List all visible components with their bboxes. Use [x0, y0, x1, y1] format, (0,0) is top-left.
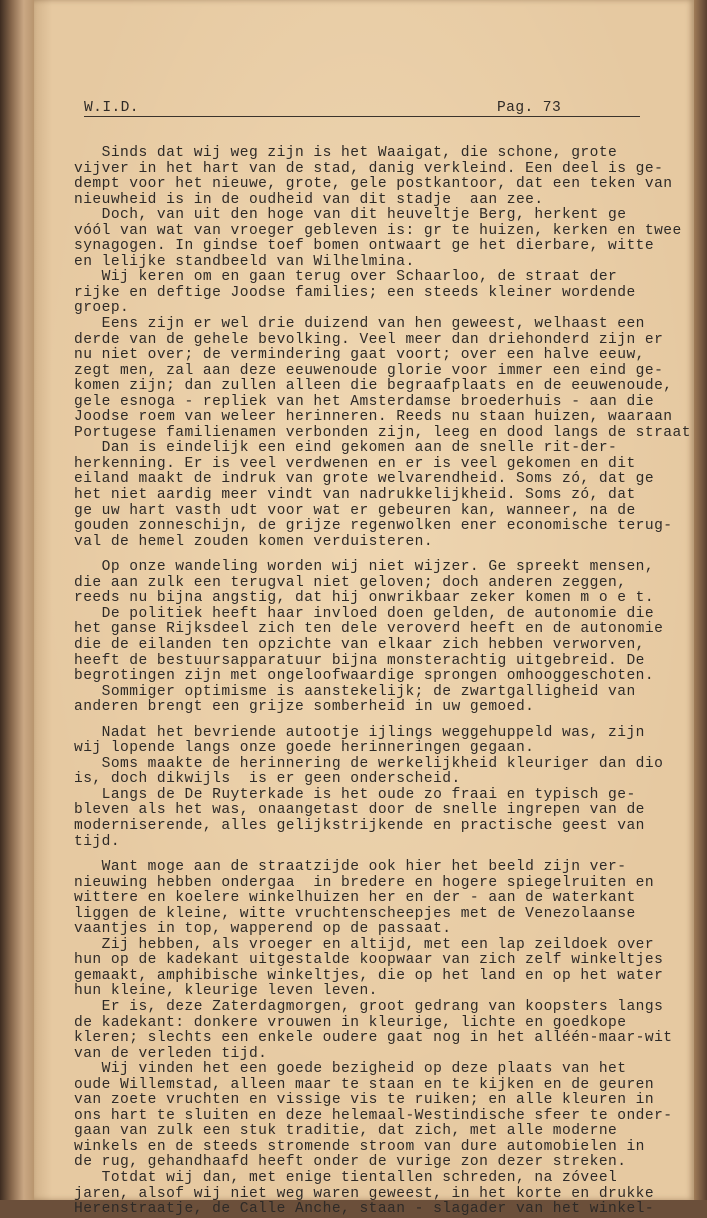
- text-line: hun kleine, kleurige leven leven.: [74, 983, 378, 1000]
- text-line: derde van de gehele bevolking. Veel meer dan driehonderd zijn er: [74, 331, 664, 348]
- text-line: oude Willemstad, alleen maar te staan en te kijken en de geuren: [74, 1076, 655, 1093]
- text-line: herkenning. Er is veel verdwenen en er is veel gekomen en dit: [74, 455, 636, 472]
- text-line: gouden zonneschijn, de grijze regenwolken ener economische terug-: [74, 518, 673, 535]
- text-line: Joodse roem van weleer herinneren. Reeds nu staan huizen, waaraan: [74, 409, 673, 426]
- text-line: gemaakt, amphibische winkeltjes, die op het land en op het water: [74, 967, 664, 984]
- book-spine-edge: [0, 0, 34, 1200]
- text-line: wittere en koelere winkelhuizen her en der - aan de waterkant: [74, 890, 636, 907]
- text-line: gaan van zulk een stuk traditie, dat zich, met alle moderne: [74, 1123, 618, 1140]
- text-line: vaantjes in top, wapperend op de passaat.: [74, 921, 452, 938]
- text-line: ge uw hart vasth udt voor wat er gebeuren kan, wanneer, na de: [74, 502, 636, 519]
- text-line: moderniseren‍de, alles gelijkstrijkende en practische geest van: [74, 817, 645, 834]
- text-line: Wij vinden het een goede bezigheid op deze plaats van het: [74, 1061, 627, 1078]
- text-line: Dan is eindelijk een eind gekomen aan de snelle rit-der-: [74, 440, 618, 457]
- text-line: Portugese familienamen verbonden zijn, leeg en dood langs de straat: [74, 424, 691, 441]
- text-line: kleren; slechts een enkele oudere gaat nog in het alléén-maar-wit: [74, 1030, 673, 1047]
- text-line: van de verleden tijd.: [74, 1045, 268, 1062]
- text-line: hun op de kadekant uitgestalde koopwaar van zich zelf winkeltjes: [74, 952, 664, 969]
- text-line: wij lopende langs onze goede herinneringen gegaan.: [74, 740, 535, 757]
- text-line: rijke en deftige Joodse families; een steeds kleiner wordende: [74, 284, 636, 301]
- text-line: die de eilanden ten opzichte van elkaar zich hebben verworven,: [74, 636, 645, 653]
- text-line: dempt voor het nieuwe, grote, gele postkantoor, dat een teken van: [74, 176, 673, 193]
- text-line: ons hart te sluiten en deze helemaal-Westindische sfeer te onder-: [74, 1107, 673, 1124]
- text-line: eiland maakt de indruk van grote welvarendheid. Soms zó, dat ge: [74, 471, 655, 488]
- text-line: Sinds dat wij weg zijn is het Waaigat, die schone, grote: [74, 145, 618, 161]
- text-line: synagogen. In gindse toef bomen ontwaart ge het dierbare, witte: [74, 238, 655, 255]
- text-line: Langs de De Ruyterkade is het oude zo fraai en typisch ge-: [74, 786, 636, 803]
- text-line: Want moge aan de straatzijde ook hier het beeld zijn ver-: [74, 859, 627, 876]
- header-rule: [84, 116, 640, 117]
- text-line: Er is, deze Zaterdagmorgen, groot gedrang van koopsters langs: [74, 998, 664, 1015]
- text-line: val de hemel zouden komen verduisteren.: [74, 533, 434, 550]
- text-line: zegt men, zal aan deze eeuwenoude glorie voor immer een eind ge-: [74, 362, 664, 379]
- text-line: gele esnoga - repliek van het Amsterdamse broederhuis - aan die: [74, 393, 655, 410]
- page-right-edge: [694, 0, 707, 1200]
- text-line: Nadat het bevriende autootje ijlings weggehuppeld was, zijn: [74, 724, 645, 741]
- text-line: nieuwing hebben ondergaa in bredere en hogere spiegelruiten en: [74, 874, 655, 891]
- text-line: het ganse Rijksdeel zich ten dele veroverd heeft en de autonomie: [74, 621, 664, 638]
- text-line: komen zijn; dan zullen alleen die begraafplaats en de eeuwenoude,: [74, 378, 673, 395]
- text-line: die aan zulk een terugval niet geloven; doch anderen zeggen,: [74, 574, 627, 591]
- text-line: heeft de bestuursapparatuur bijna monsterachtig uitgebreid. De: [74, 652, 645, 669]
- text-line: Zij hebben, als vroeger en altijd, met een lap zeildoek over: [74, 936, 655, 953]
- page-header: [84, 100, 640, 120]
- text-line: Doch, van uit den hoge van dit heuveltje Berg, herkent ge: [74, 207, 627, 224]
- text-line: Soms maakte de herinnering de werkelijkheid kleuriger dan dio: [74, 755, 664, 772]
- text-line: Totdat wij dan, met enige tientallen schreden, na zóveel: [74, 1170, 618, 1186]
- text-line: de kadekant: donkere vrouwen in kleurige, lichte en goedkope: [74, 1014, 627, 1031]
- text-line: De politiek heeft haar invloed doen gelden, de autonomie die: [74, 605, 655, 622]
- text-line: de rug, gehandhaafd heeft onder de vurige zon dezer streken.: [74, 1154, 627, 1171]
- text-line: Sommiger optimisme is aanstekelijk; de zwartgalligheid van: [74, 683, 636, 700]
- text-line: Wij keren om en gaan terug over Schaarloo, de straat der: [74, 269, 618, 286]
- text-line: het niet aardig meer vindt van nadrukkelijkheid. Soms zó, dat: [74, 487, 636, 504]
- header-page-number: Pag. 73: [497, 100, 562, 116]
- text-line: vóól van wat van vroeger gebleven is: gr te huizen, kerken en twee: [74, 222, 682, 239]
- text-line: nieuwheid is in de oudheid van dit stadje aan zee.: [74, 191, 544, 208]
- text-line: van zoete vruchten en vissige vis te ruiken; en alle kleuren in: [74, 1092, 655, 1109]
- text-line: liggen de kleine, witte vruchtenscheepjes met de Venezolaanse: [74, 905, 636, 922]
- text-line: nu niet over; de vermindering gaat voort; over een halve eeuw,: [74, 347, 645, 364]
- text-line: bleven als het was, onaangetast door de snelle ingrepen van de: [74, 802, 645, 819]
- text-line: reeds nu bijna angstig, dat hij onwrikbaar zeker komen m o e t.: [74, 590, 655, 607]
- text-line: winkels en de steeds stromende stroom van dure automobielen in: [74, 1138, 645, 1155]
- text-line: groep.: [74, 300, 130, 317]
- text-line: begrotingen zijn met ongeloofwaardige sprongen omhooggeschoten.: [74, 668, 655, 685]
- text-line: Herenstraatje, de Calle Anche, staan - slagader van het winkel-: [74, 1201, 655, 1218]
- text-line: vijver in het hart van de stad, danig verkleind. Een deel is ge-: [74, 160, 664, 177]
- text-line: Op onze wandeling worden wij niet wijzer. Ge spreekt mensen,: [74, 559, 655, 576]
- text-line: tijd.: [74, 833, 121, 850]
- text-line: jaren, alsof wij niet weg waren geweest, in het korte en drukke: [74, 1185, 655, 1202]
- text-line: Eens zijn er wel drie duizend van hen geweest, welhaast een: [74, 316, 645, 333]
- text-line: is, doch dikwijls is er geen onderscheid.: [74, 771, 461, 788]
- typewritten-body: [74, 146, 694, 1218]
- header-publication: W.I.D.: [84, 100, 139, 116]
- text-line: anderen brengt een grijze somberheid in uw gemoed.: [74, 699, 535, 716]
- text-line: en lelijke standbeeld van Wilhelmina.: [74, 253, 415, 270]
